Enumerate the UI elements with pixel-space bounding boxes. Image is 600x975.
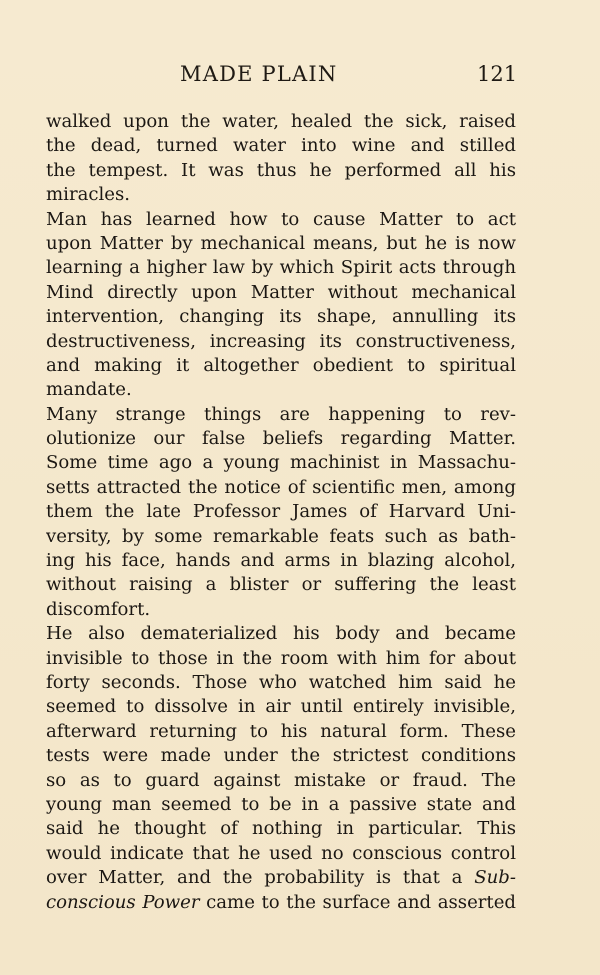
text-line: Some time ago a young machinist in Massachu- bbox=[46, 452, 516, 474]
text-line: Many strange things are happening to rev- bbox=[46, 403, 516, 425]
text-segment: came to the surface and asserted bbox=[199, 891, 516, 913]
text-line: afterward returning to his natural form. These bbox=[46, 720, 516, 742]
text-line: Mind directly upon Matter without mechanical bbox=[46, 281, 516, 303]
text-line: mandate. bbox=[46, 379, 132, 401]
text-line-mixed-italic bbox=[46, 866, 516, 890]
text-line: destructiveness, increasing its constructiveness, bbox=[46, 330, 516, 352]
text-line: young man seemed to be in a passive state and bbox=[46, 793, 516, 815]
text-line: the dead, turned water into wine and stilled bbox=[46, 135, 516, 157]
text-line: discomfort. bbox=[46, 598, 151, 620]
text-line: so as to guard against mistake or fraud. The bbox=[46, 769, 516, 791]
text-line: them the late Professor James of Harvard Uni- bbox=[46, 501, 516, 523]
text-line: versity, by some remarkable feats such as bath- bbox=[46, 525, 516, 547]
page-body-text bbox=[46, 110, 516, 915]
text-line: Man has learned how to cause Matter to act bbox=[46, 208, 516, 230]
text-line: setts attracted the notice of scientific men, among bbox=[46, 476, 516, 498]
text-line: walked upon the water, healed the sick, raised bbox=[46, 111, 516, 132]
text-line: learning a higher law by which Spirit acts through bbox=[46, 257, 516, 279]
italic-text-segment: Sub- bbox=[474, 867, 516, 889]
text-line: He also dematerialized his body and became bbox=[46, 623, 516, 645]
text-line: without raising a blister or suffering the least bbox=[46, 574, 516, 596]
text-line: would indicate that he used no conscious control bbox=[46, 842, 516, 864]
text-segment: over Matter, and the probability is that a bbox=[46, 867, 475, 889]
text-line: said he thought of nothing in particular. This bbox=[46, 818, 516, 840]
text-line: ing his face, hands and arms in blazing alcohol, bbox=[46, 550, 516, 572]
text-line: forty seconds. Those who watched him said he bbox=[46, 671, 516, 693]
text-line: miracles. bbox=[46, 184, 131, 206]
page-number: 121 bbox=[477, 62, 518, 86]
text-line: and making it altogether obedient to spiritual bbox=[46, 354, 516, 376]
text-line-mixed-italic bbox=[46, 891, 516, 915]
italic-text-segment: conscious Power bbox=[46, 891, 200, 913]
text-line: intervention, changing its shape, annulling its bbox=[46, 306, 516, 328]
text-line: invisible to those in the room with him for about bbox=[46, 647, 516, 669]
text-line: upon Matter by mechanical means, but he is now bbox=[46, 232, 516, 254]
text-line: seemed to dissolve in air until entirely invisible, bbox=[46, 696, 516, 718]
text-line: olutionize our false beliefs regarding Matter. bbox=[46, 428, 516, 450]
text-line: tests were made under the strictest conditions bbox=[46, 745, 516, 767]
text-line: the tempest. It was thus he performed all his bbox=[46, 159, 516, 181]
running-head: MADE PLAIN bbox=[180, 62, 338, 86]
page-header bbox=[0, 62, 600, 92]
